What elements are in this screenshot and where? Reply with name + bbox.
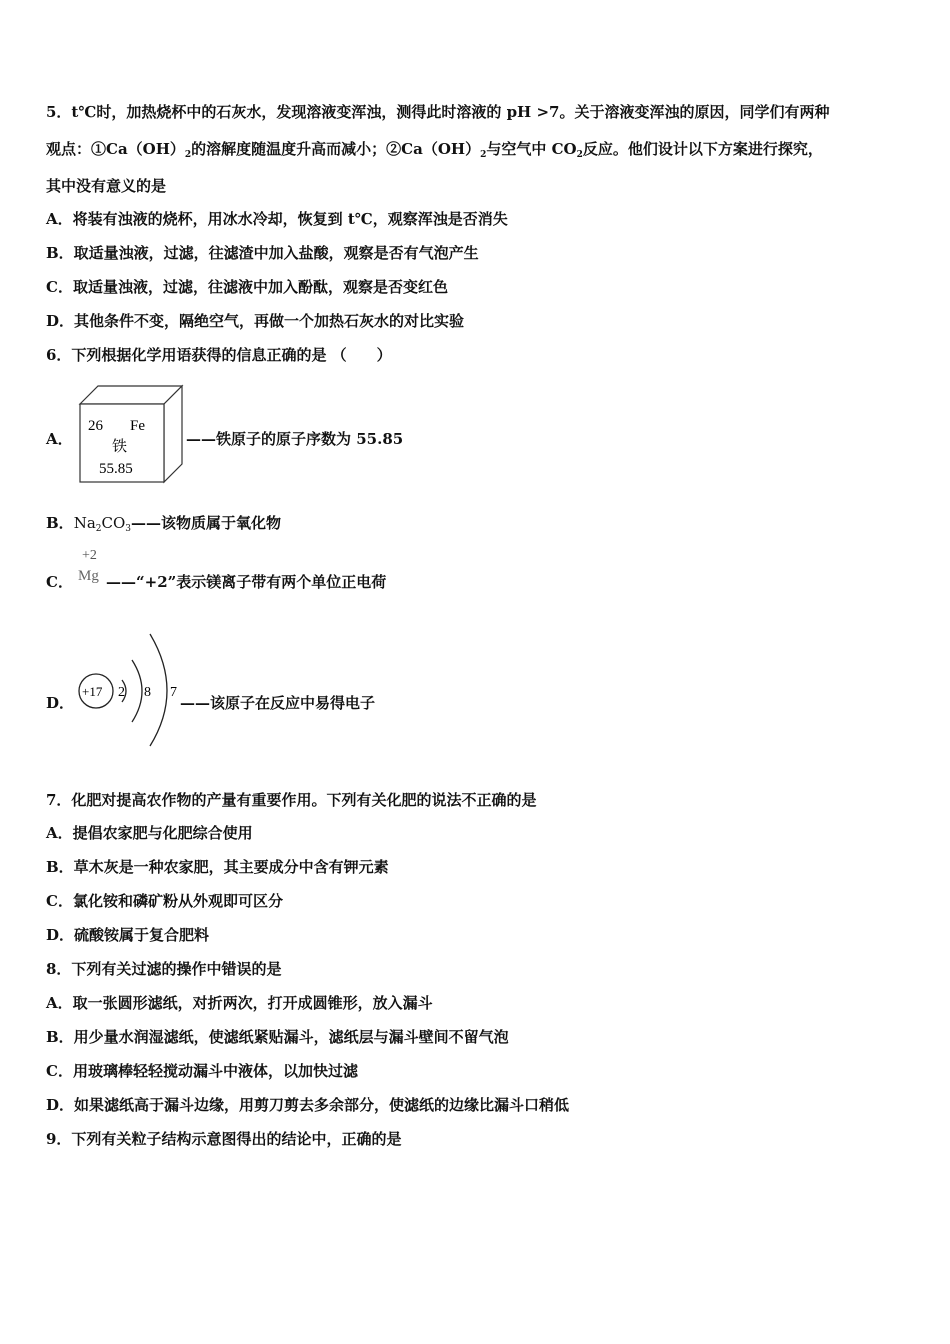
mg-symbol: Mg	[78, 568, 99, 584]
element-cell-figure	[76, 382, 186, 484]
nucleus-charge: +17	[82, 684, 103, 699]
q5-option-b: B．取适量浊液，过滤，往滤渣中加入盐酸，观察是否有气泡产生	[46, 244, 479, 262]
q6-option-b: B．$Na_2CO_3——$该物质属于氧化物	[46, 514, 282, 534]
element-cell-mass: 55.85	[99, 461, 133, 477]
electron-shell-3	[150, 634, 167, 746]
q6-option-c-label: C．	[46, 573, 73, 591]
q6-option-d-text: ——该原子在反应中易得电子	[180, 694, 376, 712]
q7-option-b: B．草木灰是一种农家肥，其主要成分中含有钾元素	[46, 858, 389, 876]
atom-structure-diagram	[74, 628, 184, 750]
shell-electrons-1: 2	[118, 685, 125, 700]
q8-option-c: C．用玻璃棒轻轻搅动漏斗中液体，以加快过滤	[46, 1062, 358, 1080]
element-cell-symbol: Fe	[130, 418, 145, 434]
q6-option-d-label: D．	[46, 694, 75, 712]
q5-option-c: C．取适量浊液，过滤，往滤液中加入酚酞，观察是否变红色	[46, 278, 448, 296]
q8-stem: 8．下列有关过滤的操作中错误的是	[46, 960, 282, 978]
electron-shell-2	[132, 660, 142, 722]
mg-charge-label: +2	[82, 548, 97, 563]
q5-stem-line3: 其中没有意义的是	[46, 177, 167, 195]
shell-electrons-2: 8	[144, 685, 151, 700]
q5-option-a: A．将装有浊液的烧杯，用冰水冷却，恢复到 t℃，观察浑浊是否消失	[46, 210, 508, 228]
q6-option-c-text: ——“+2”表示镁离子带有两个单位正电荷	[106, 573, 387, 591]
q8-option-a: A．取一张圆形滤纸，对折两次，打开成圆锥形，放入漏斗	[46, 994, 433, 1012]
q7-option-d: D．硫酸铵属于复合肥料	[46, 926, 210, 944]
q8-option-d: D．如果滤纸高于漏斗边缘，用剪刀剪去多余部分，使滤纸的边缘比漏斗口稍低	[46, 1096, 570, 1114]
element-cell-number: 26	[88, 418, 103, 434]
shell-electrons-3: 7	[170, 685, 177, 700]
q5-option-d: D．其他条件不变，隔绝空气，再做一个加热石灰水的对比实验	[46, 312, 465, 330]
q5-stem-line1: 5．t℃时，加热烧杯中的石灰水，发现溶液变浑浊，测得此时溶液的 pH >7。关于溶液变浑浊的原因，同学们有两种	[46, 103, 830, 121]
q7-option-a: A．提倡农家肥与化肥综合使用	[46, 824, 253, 842]
q6-stem: 6．下列根据化学用语获得的信息正确的是 （ ）	[46, 346, 392, 364]
q8-option-b: B．用少量水润湿滤纸，使滤纸紧贴漏斗，滤纸层与漏斗壁间不留气泡	[46, 1028, 509, 1046]
q7-stem: 7．化肥对提高农作物的产量有重要作用。下列有关化肥的说法不正确的是	[46, 791, 537, 809]
q6-option-a-label: A．	[46, 430, 73, 448]
q7-option-c: C．氯化铵和磷矿粉从外观即可区分	[46, 892, 283, 910]
sodium-carbonate-formula: $Na_2CO_3$	[73, 514, 132, 534]
element-cell-name: 铁	[112, 439, 128, 455]
q9-stem: 9．下列有关粒子结构示意图得出的结论中，正确的是	[46, 1130, 402, 1148]
q5-stem-line2: 观点：$①Ca(OH)_2$的溶解度随温度升高而减小；$②Ca(OH)_2$与空气中 $CO_2$反应。他们设计以下方案进行探究，	[46, 140, 823, 160]
q6-option-a-text: ——铁原子的原子序数为 55.85	[186, 430, 404, 448]
